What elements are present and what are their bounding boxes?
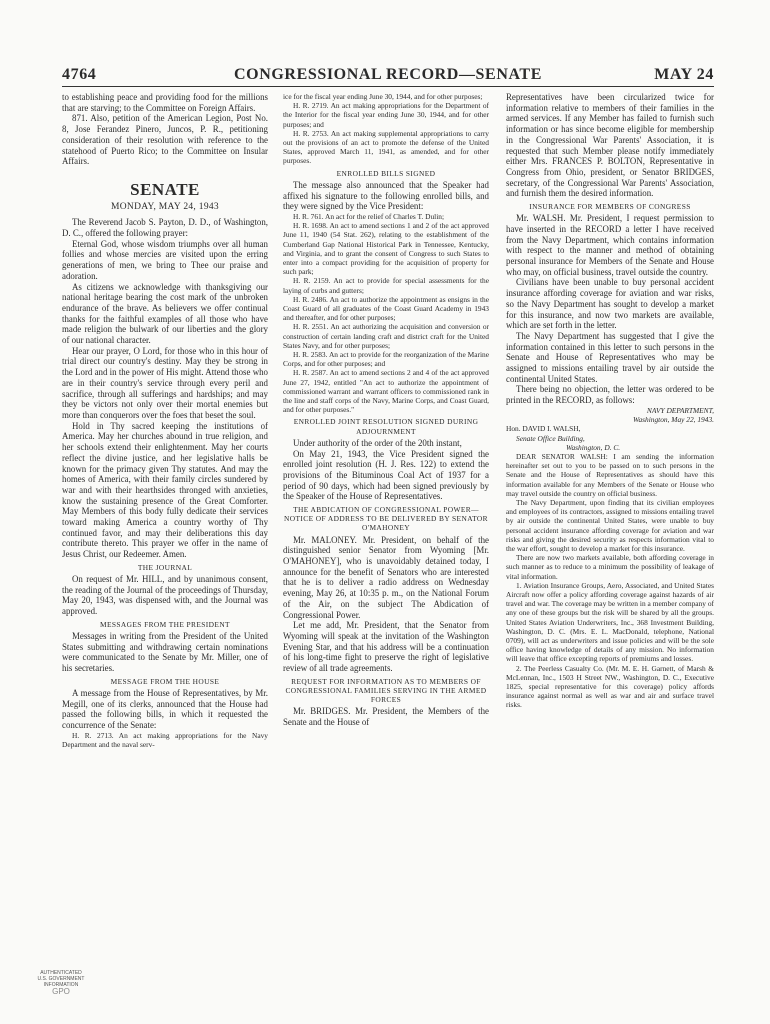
section-heading: ENROLLED BILLS SIGNED (336, 168, 436, 178)
paragraph: to establishing peace and providing food for the millions that are starving; to the Committee on Foreign Affairs. (62, 92, 268, 113)
seal-line: AUTHENTICATED (40, 970, 82, 976)
bill-entry: H. R. 2587. An act to amend sections 2 and 4 of the act approved June 27, 1942, entitled "An act to authorize the appointment of commissioned warrant and warrant officers to commissioned rank in the line and staff corps of the Navy, Marine Corps, and Coast Guard, and for other purposes." (283, 368, 489, 415)
column-2 (283, 92, 489, 1002)
prayer-paragraph: Hear our prayer, O Lord, for those who in this hour of trial direct our country's destiny. May they be strong in the Lord and in the power of His might. Attend those who are in their country's service through every peril and sacrifice, through all sufferings and hardships; and may they be victors not only over their mortal enemies but more than conquerors over the foes that beset the soul. (62, 345, 268, 420)
section-heading: MESSAGES FROM THE PRESIDENT (100, 619, 230, 629)
section-heading: ENROLLED JOINT RESOLUTION SIGNED DURING ADJOURNMENT (293, 417, 479, 436)
header-date: MAY 24 (654, 66, 714, 83)
seal-line: INFORMATION (43, 982, 79, 988)
paragraph: On request of Mr. HILL, and by unanimous consent, the reading of the Journal of the proceedings of Thursday, May 20, 1943, was dispensed with, and the Journal was approved. (62, 574, 268, 617)
paragraph: Mr. BRIDGES. Mr. President, the Members of the Senate and the House of (283, 706, 489, 728)
letter-paragraph: There are now two markets available, both affording coverage in such manner as to reduce to a minimum the possibility of leakage of vital information. (506, 553, 714, 581)
letter-paragraph: 2. The Peerless Casualty Co. (Mr. M. E. H. Garnett, of Marsh & McLennan, Inc., 1503 H Street NW., Washington, D. C., Executive 1825, special representative for this coverage) policy affords insurance against normal as well as war and air and surface travel risks. (506, 663, 714, 710)
senate-heading: SENATE (130, 179, 200, 199)
running-title: CONGRESSIONAL RECORD—SENATE (234, 66, 542, 83)
seal-line: U.S. GOVERNMENT (37, 976, 85, 982)
bill-entry: H. R. 2551. An act authorizing the acquisition and conversion or construction of certain landing craft and district craft for the United States Navy, and for other purposes; (283, 322, 489, 350)
addressee-city: Washington, D. C. (566, 442, 621, 452)
paragraph: Representatives have been circularized twice for information relative to members of their families in the armed services. If any Member has failed to furnish such information or has since become eligible for membership in the Congressional War Parents' Association, it is requested that such Member please notify immediately either Mrs. FRANCES P. BOLTON, Representative in Congress from Ohio, president, or Senator BRIDGES, secretary, of the Congressional War Parents' Association, and furnish them the desired information. (506, 92, 714, 199)
bill-entry: H. R. 2753. An act making supplemental appropriations to carry out the provisions of an act to promote the defense of the United States, approved March 11, 1941, as amended, and for other purposes. (283, 128, 489, 166)
column-3 (506, 92, 714, 1002)
bill-entry: H. R. 2486. An act to authorize the appointment as ensigns in the Coast Guard of all graduates of the Coast Guard Academy in 1943 and thereafter, and for other purposes; (283, 294, 489, 323)
bill-entry: H. R. 1698. An act to amend sections 1 and 2 of the act approved June 11, 1940 (54 Stat. 262), relating to the establishment of the Cumberland Gap National Historical Park in Tennessee, Kentucky, and Virginia, and to grant the consent of Congress to such States to enter into a compact providing for the acquisition of property for such park; (283, 221, 489, 277)
prayer-paragraph: Hold in Thy sacred keeping the institutions of America. May her churches abound in true religion, and her schools extend their enlightenment. May her courts reflect the divine justice, and her legislative halls be known for the primacy given Thy statutes. And may the homes of America, with their family circles sundered by war and with their hearthsides thronged with anxieties, know the sustaining presence of the Great Comforter. May Members of this body fully dedicate their services toward making America a country worthy of Thy continued favor, and may their deliberations this day contribute thereto. This prayer we offer in the name of Jesus Christ, our Redeemer. Amen. (62, 420, 268, 560)
letter-paragraph: DEAR SENATOR WALSH: I am sending the information hereinafter set out to you to be passed on to such persons in the Senate and the House of Representatives as should have this information available for any Members of the Senate or House who may travel outside the country on official business. (506, 451, 714, 498)
paragraph: Under authority of the order of the 20th instant, (293, 437, 462, 448)
paragraph: The message also announced that the Speaker had affixed his signature to the following enrolled bills, and they were signed by the Vice President: (283, 179, 489, 212)
page-header (62, 66, 714, 87)
session-date: MONDAY, MAY 24, 1943 (111, 201, 219, 212)
paragraph: Mr. MALONEY. Mr. President, on behalf of the distinguished senior Senator from Wyoming [Mr. O'MAHONEY], who is unavoidably detained today, I announce for the benefit of Senators who are interested that he is to deliver a radio address on Wednesday evening, May 26, at 10:35 p. m., on the National Forum of the Air, on the subject The Abdication of Congressional Power. (283, 534, 489, 620)
letter-paragraph: 1. Aviation Insurance Groups, Aero, Associated, and United States Aircraft now offer a policy affording coverage against hazards of air travel and war. The coverage may be written in a member company of any one of these groups but the risk will be shared by all the groups. United States Aviation Underwriters, Inc., 368 Investment Building, Washington, D. C. (Mrs. E. L. MacDonald, telephone, National 0709), will act as underwriters and issue policies and will be the sole office having knowledge of details of any mission. No information will leave that office excepting reports of premiums and losses. (506, 580, 714, 664)
paragraph: The Reverend Jacob S. Payton, D. D., of Washington, D. C., offered the following prayer: (62, 217, 268, 239)
gpo-authentication-seal (22, 970, 100, 995)
bill-entry: H. R. 2583. An act to provide for the reorganization of the Marine Corps, and for other purposes; and (283, 349, 489, 369)
addressee-name: Hon. DAVID I. WALSH, (506, 424, 581, 434)
paragraph: 871. Also, petition of the American Legion, Post No. 8, Jose Ferandez Pinero, Juncos, P. R., petitioning consideration of their resolution with reference to the statehood of Puerto Rico; to the Committee on Insular Affairs. (62, 113, 268, 167)
letter-date: Washington, May 22, 1943. (632, 415, 714, 425)
column-1 (62, 92, 268, 1002)
paragraph: The Navy Department has suggested that I give the information contained in this letter to such persons in the Senate and House of Representatives who may be assigned to missions entailing travel by air outside the continental United States. (506, 330, 714, 384)
paragraph: On May 21, 1943, the Vice President signed the enrolled joint resolution (H. J. Res. 122) to extend the provisions of the Bituminous Coal Act of 1937 for a period of 90 days, which had been signed previously by the Speaker of the House of Representatives. (283, 448, 489, 502)
section-heading: THE ABDICATION OF CONGRESSIONAL POWER—NOTICE OF ADDRESS TO BE DELIVERED BY SENATOR O'MAHONEY (284, 505, 488, 533)
section-heading: MESSAGE FROM THE HOUSE (110, 676, 220, 686)
bill-entry: H. R. 761. An act for the relief of Charles T. Dulin; (293, 211, 444, 221)
section-heading: REQUEST FOR INFORMATION AS TO MEMBERS OF CONGRESSIONAL FAMILIES SERVING IN THE ARMED FORCES (285, 676, 487, 705)
prayer-paragraph: Eternal God, whose wisdom triumphs over all human follies and whose mercies are visited upon the erring generations of men, we bring to Thee our praise and adoration. (62, 238, 268, 281)
letter-from: NAVY DEPARTMENT, (646, 405, 714, 415)
paragraph: Let me add, Mr. President, that the Senator from Wyoming will speak at the invitation of the Washington Evening Star, and that his address will be a continuation of his long-time fight to preserve the right of legislative review of all trade agreements. (283, 620, 489, 674)
bill-entry: H. R. 2713. An act making appropriations for the Navy Department and the naval serv- (62, 730, 268, 750)
paragraph: There being no objection, the letter was ordered to be printed in the RECORD, as follows: (506, 384, 714, 406)
paragraph: Civilians have been unable to buy personal accident insurance affording coverage for aviation and war risks, so the Navy Department has sought to develop a market for this insurance, and now two markets are available, which are set forth in the letter. (506, 277, 714, 331)
paragraph: A message from the House of Representatives, by Mr. Megill, one of its clerks, announced that the House had passed the following bills, in which it requested the concurrence of the Senate: (62, 688, 268, 731)
section-heading: THE JOURNAL (137, 562, 193, 572)
prayer-paragraph: As citizens we acknowledge with thanksgiving our national heritage bearing the cost mark of the unbroken endurance of the brave. As believers we offer continual thanks for the faithful examples of all those who have made religion the bulwark of our liberties and the glory of our national character. (62, 281, 268, 346)
paragraph: Mr. WALSH. Mr. President, I request permission to have inserted in the RECORD a letter I have received from the Navy Department, which contains information with respect to the manner and method of obtaining personal insurance for Members of the Senate and House who may, on official business, travel outside the country. (506, 213, 714, 277)
bill-entry: H. R. 2719. An act making appropriations for the Department of the Interior for the fiscal year ending June 30, 1944, and for other purposes; and (283, 101, 489, 129)
page-number: 4764 (62, 66, 97, 83)
bill-entry: H. R. 2159. An act to provide for special assessments for the laying of curbs and gutters; (283, 276, 489, 295)
paragraph: Messages in writing from the President of the United States submitting and withdrawing certain nominations were communicated to the Senate by Mr. Miller, one of his secretaries. (62, 631, 268, 674)
addressee-office: Senate Office Building, (516, 433, 585, 443)
section-heading: INSURANCE FOR MEMBERS OF CONGRESS (529, 202, 691, 212)
letter-paragraph: The Navy Department, upon finding that its civilian employees and employees of its contractors, assigned to missions entailing travel by air outside the continental United States, were unable to buy personal accident insurance affording coverage for aviation and war risks and giving the desired security as respects information vital to the war effort, sought to develop a market for this insurance. (506, 497, 714, 553)
bill-entry: ice for the fiscal year ending June 30, 1944, and for other purposes; (283, 92, 483, 101)
gpo-logo-icon: GPO (52, 987, 70, 996)
